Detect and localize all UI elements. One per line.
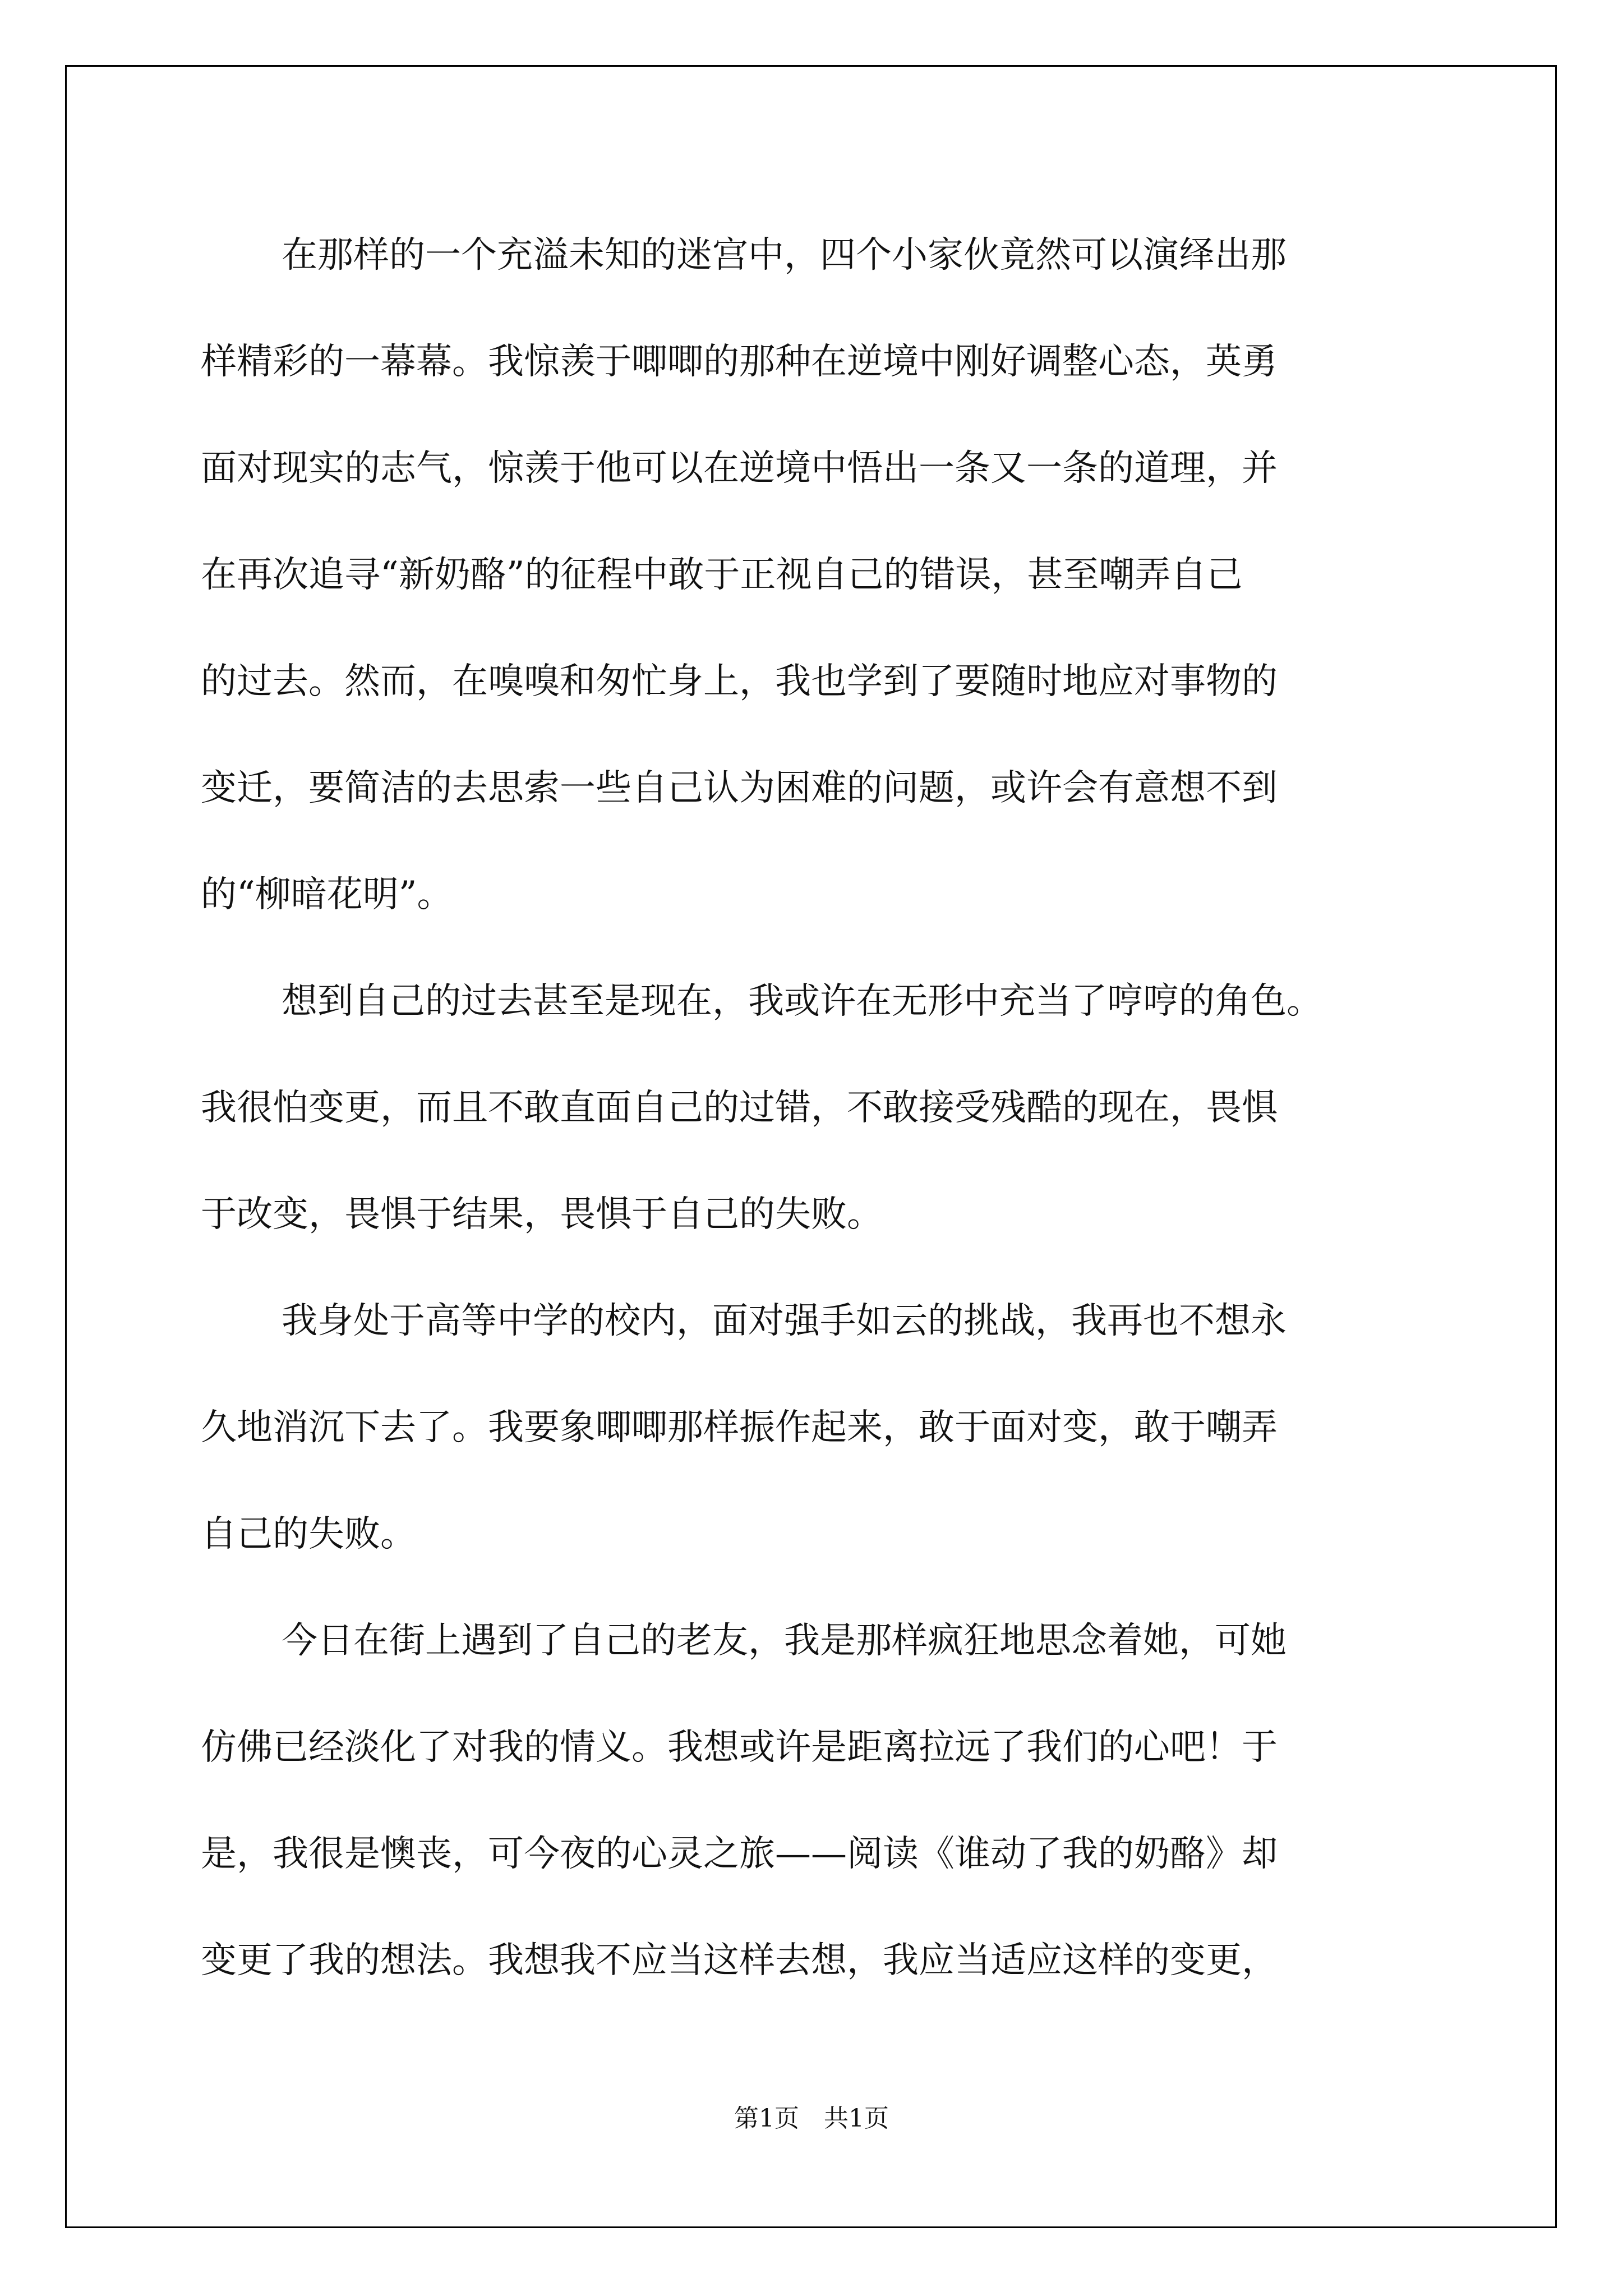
paragraph-2-line-2: 我很怕变更，而且不敢直面自己的过错，不敢接受残酷的现在，畏惧 <box>201 1087 1278 1129</box>
paragraph-3-line-3: 自己的失败。 <box>201 1513 416 1555</box>
paragraph-1-line-6: 变迁，要简洁的去思索一些自己认为困难的问题，或许会有意想不到 <box>201 767 1278 809</box>
paragraph-4-line-1: 今日在街上遇到了自己的老友，我是那样疯狂地思念着她，可她 <box>282 1620 1287 1662</box>
paragraph-1-line-7: 的“柳暗花明”。 <box>201 874 453 915</box>
paragraph-1-line-3: 面对现实的志气，惊羡于他可以在逆境中悟出一条又一条的道理，并 <box>201 448 1278 489</box>
page-number-footer: 第1页 共1页 <box>734 2104 889 2133</box>
paragraph-4-line-3: 是，我很是懊丧，可今夜的心灵之旅——阅读《谁动了我的奶酪》却 <box>201 1833 1278 1875</box>
paragraph-4-line-4: 变更了我的想法。我想我不应当这样去想，我应当适应这样的变更， <box>201 1940 1278 1981</box>
paragraph-1-line-4: 在再次追寻“新奶酪”的征程中敢于正视自己的错误，甚至嘲弄自己 <box>201 554 1243 596</box>
paragraph-3-line-2: 久地消沉下去了。我要象唧唧那样振作起来，敢于面对变，敢于嘲弄 <box>201 1407 1278 1448</box>
document-body <box>201 202 1435 2014</box>
paragraph-1-line-2: 样精彩的一幕幕。我惊羡于唧唧的那种在逆境中刚好调整心态，英勇 <box>201 341 1278 383</box>
paragraph-2-line-1: 想到自己的过去甚至是现在，我或许在无形中充当了哼哼的角色。 <box>282 981 1322 1022</box>
paragraph-4-line-2: 仿佛已经淡化了对我的情义。我想或许是距离拉远了我们的心吧！于 <box>201 1727 1278 1768</box>
paragraph-3-line-1: 我身处于高等中学的校内，面对强手如云的挑战，我再也不想永 <box>282 1300 1287 1342</box>
paragraph-1-line-5: 的过去。然而，在嗅嗅和匆忙身上，我也学到了要随时地应对事物的 <box>201 661 1278 702</box>
paragraph-2-line-3: 于改变，畏惧于结果，畏惧于自己的失败。 <box>201 1194 883 1235</box>
paragraph-1-line-1: 在那样的一个充溢未知的迷宫中，四个小家伙竟然可以演绎出那 <box>282 234 1287 276</box>
